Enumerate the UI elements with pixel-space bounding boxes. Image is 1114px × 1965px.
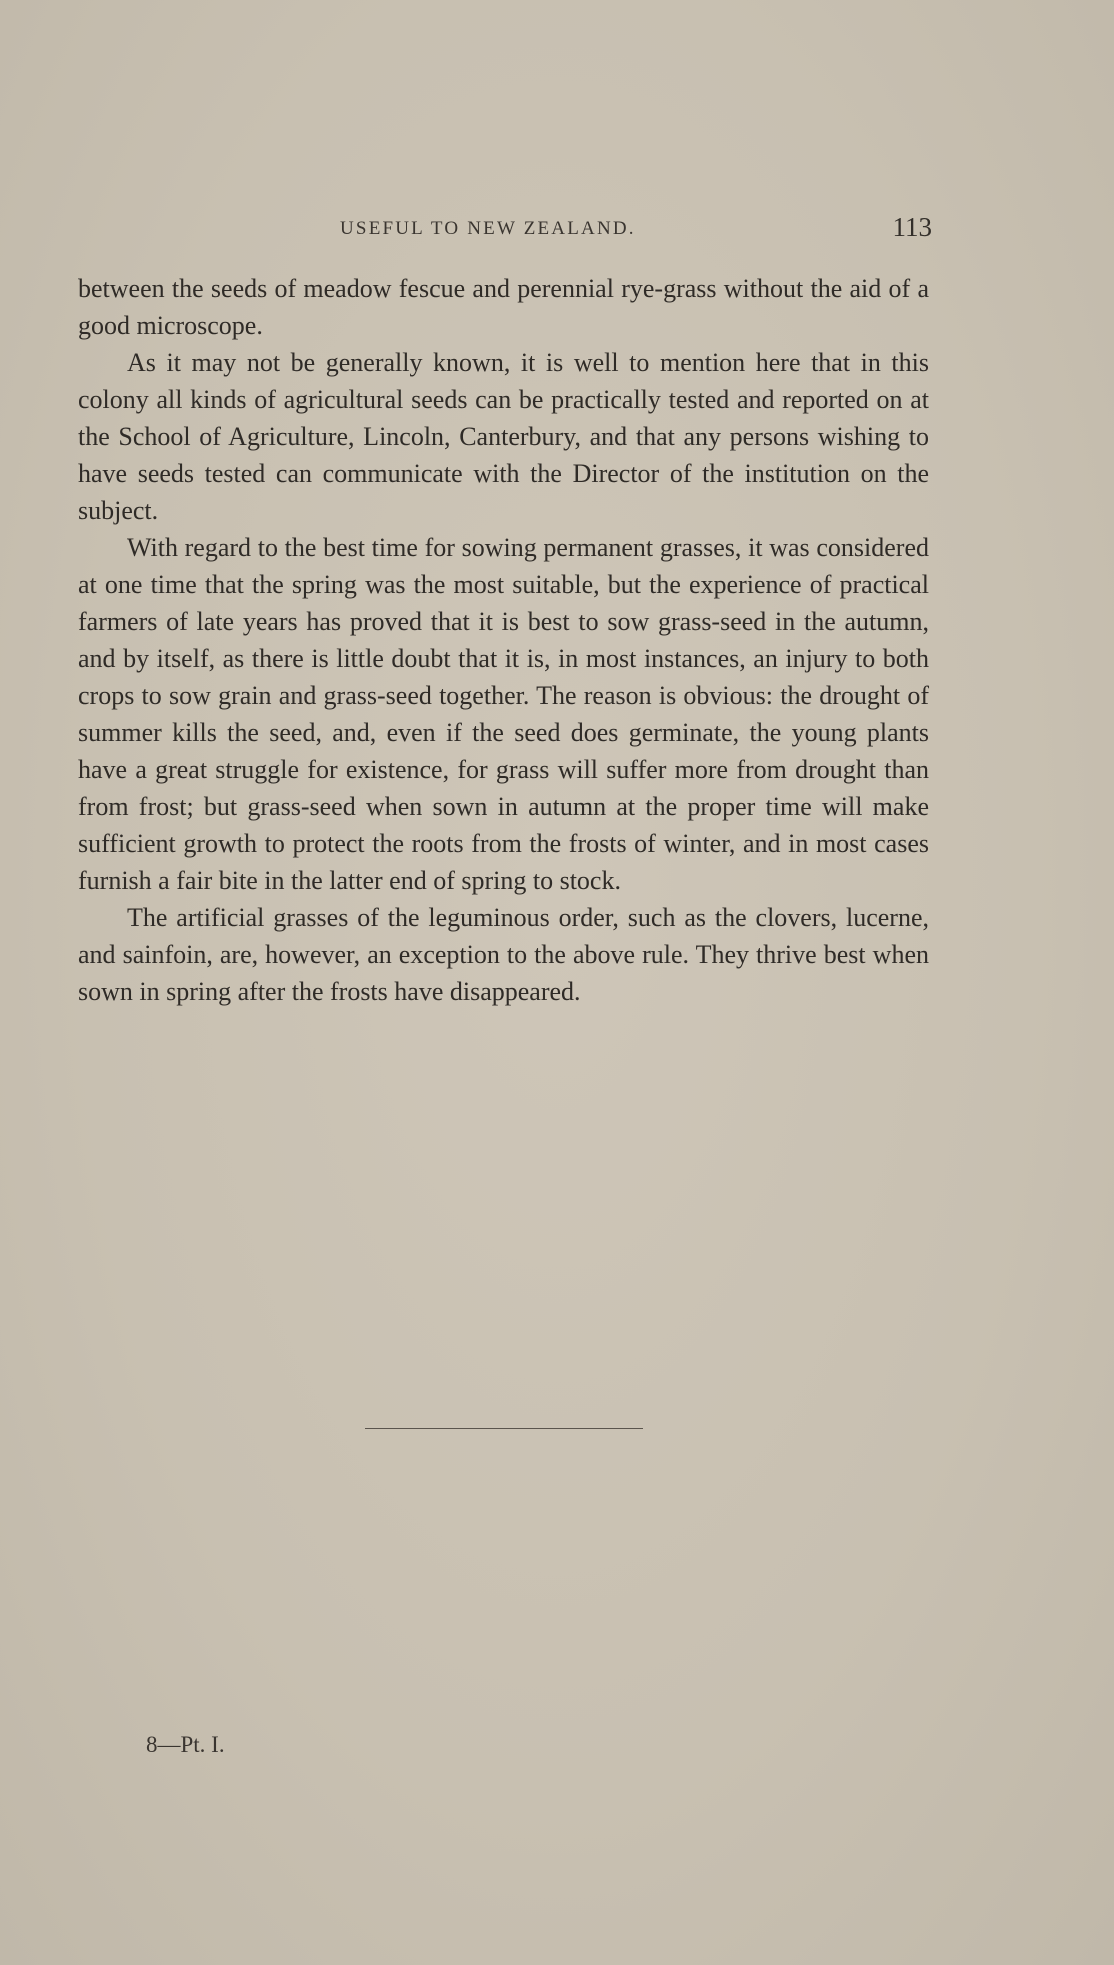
body-text xyxy=(78,270,929,1010)
page-header xyxy=(78,212,930,252)
paragraph-sowing-time: With regard to the best time for sowing permanent grasses, it was considered at one time that the spring was the most suitable, but the experience of practical farmers of late years has proved that it is best to sow grass-seed in the autumn, and by itself, as there is little doubt that it is, in most instances, an injury to both crops to sow grain and grass-seed together. The reason is obvious: the drought of summer kills the seed, and, even if the seed does germinate, the young plants have a great struggle for existence, for grass will suffer more from drought than from frost; but grass-seed when sown in autumn at the proper time will make sufficient growth to protect the roots from the frosts of winter, and in most cases furnish a fair bite in the latter end of spring to stock. xyxy=(78,533,929,895)
paragraph-seed-testing: As it may not be generally known, it is well to mention here that in this colony all kinds of agricultural seeds can be practically tested and reported on at the School of Agriculture, Lincoln, Canterbury, and that any persons wishing to have seeds tested can communicate with the Director of the institution on the subject. xyxy=(78,348,929,525)
signature-mark: 8—Pt. I. xyxy=(146,1732,225,1757)
page-number: 113 xyxy=(892,212,932,242)
paragraph-continuation: between the seeds of meadow fescue and perennial rye-grass without the aid of a good microscope. xyxy=(78,274,929,340)
paragraph-leguminous-grasses: The artificial grasses of the leguminous order, such as the clovers, lucerne, and sainfoin, are, however, an exception to the above rule. They thrive best when sown in spring after the frosts have disappeared. xyxy=(78,903,929,1006)
running-head: USEFUL TO NEW ZEALAND. xyxy=(340,218,636,239)
section-end-rule xyxy=(365,1428,643,1429)
